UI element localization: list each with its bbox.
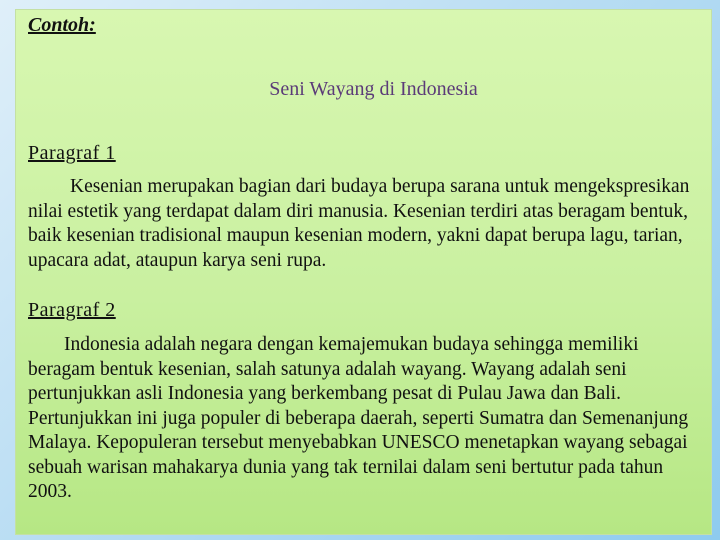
- paragraph-2-body: Indonesia adalah negara dengan kemajemukan budaya sehingga memiliki beragam bentuk kesenian, salah satunya adalah wayang. Wayang adalah seni pertunjukkan asli Indonesia yang berkembang pesat di Pulau Jawa dan Bali. Pertunjukkan ini juga populer di beberapa daerah, seperti Sumatra dan Semenanjung Malaya. Kepopuleran tersebut menyebabkan UNESCO menetapkan wayang sebagai sebuah warisan mahakarya dunia yang tak ternilai dalam seni bertutur pada tahun 2003.: [28, 334, 689, 502]
- content-panel: [15, 9, 712, 535]
- paragraph-1-heading: Paragraf 1: [28, 142, 116, 164]
- paragraph-2-heading: Paragraf 2: [28, 299, 116, 321]
- page-title: Seni Wayang di Indonesia: [269, 78, 478, 100]
- paragraph-1-body: Kesenian merupakan bagian dari budaya berupa sarana untuk mengekspresikan nilai estetik yang terdapat dalam diri manusia. Kesenian terdiri atas beragam bentuk, baik kesenian tradisional maupun kesenian modern, yakni dapat berupa lagu, tarian, upacara adat, ataupun karya seni rupa.: [28, 176, 690, 271]
- example-label: Contoh:: [28, 14, 96, 36]
